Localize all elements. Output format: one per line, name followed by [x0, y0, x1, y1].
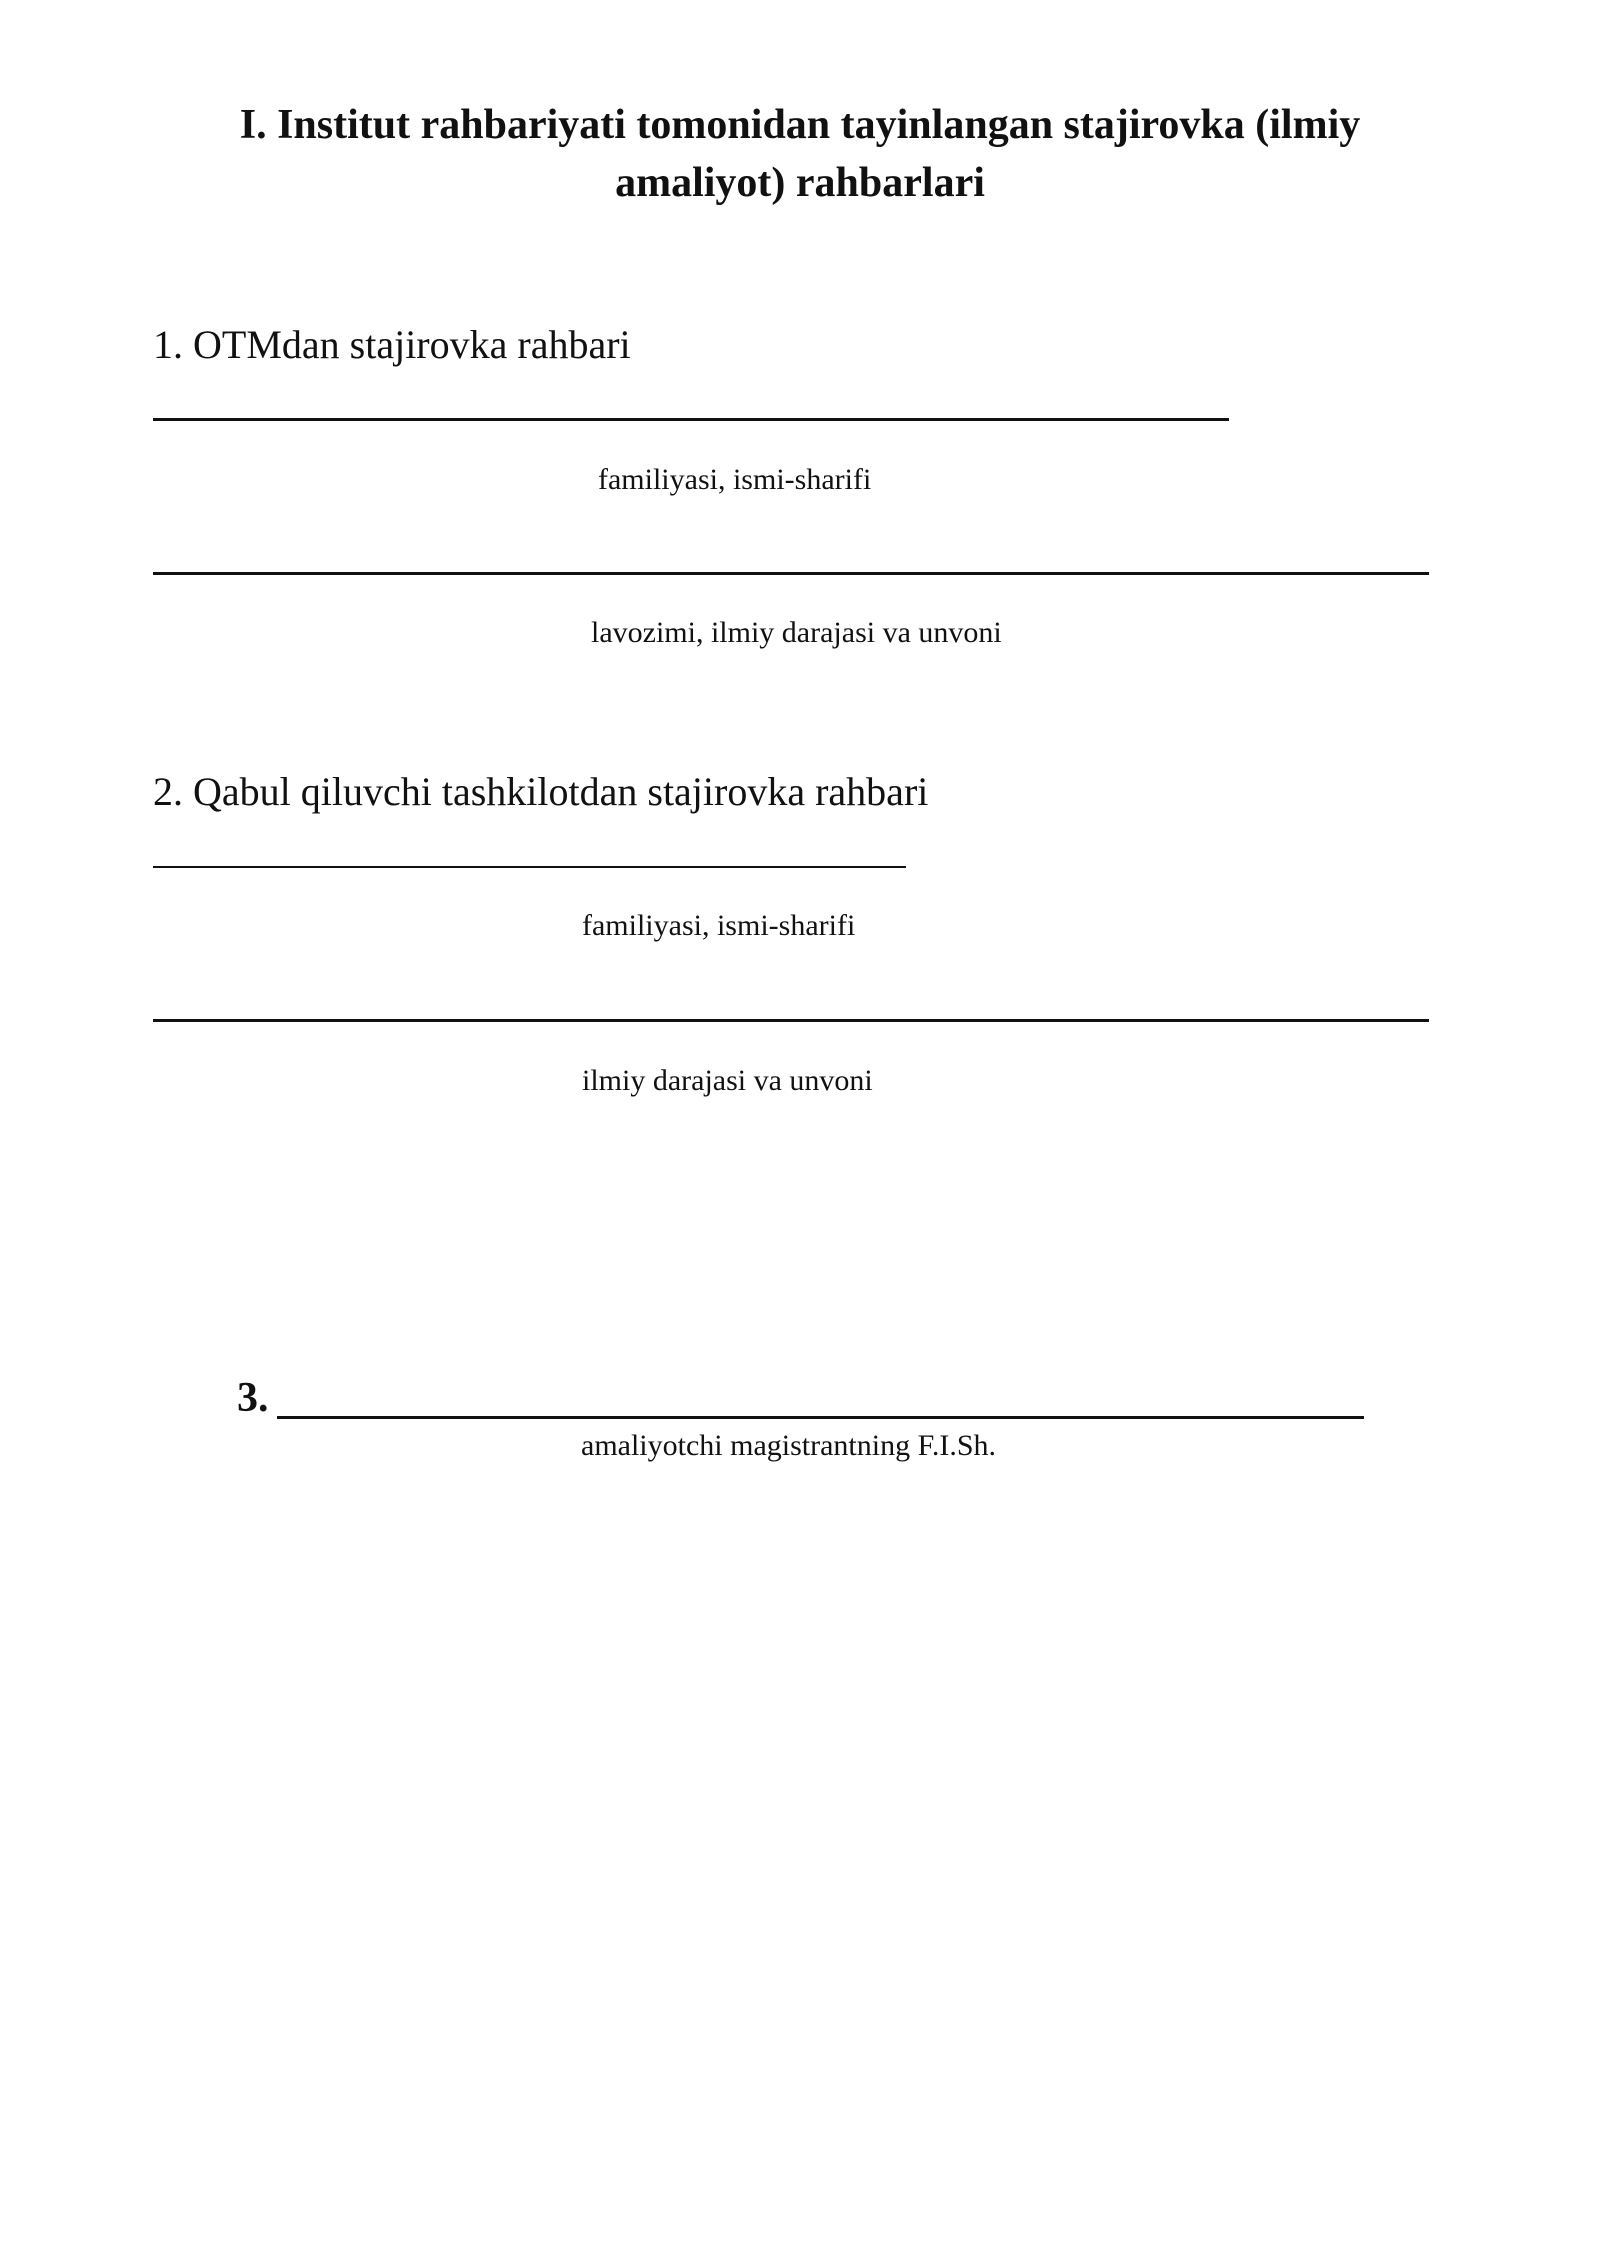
section-3-caption: amaliyotchi magistrantning F.I.Sh. — [581, 1429, 997, 1462]
page-title — [200, 96, 1400, 212]
section-2-degree-caption: ilmiy darajasi va unvoni — [582, 1064, 873, 1097]
section-1-name-line[interactable] — [153, 418, 1229, 421]
section-2-name-caption: familiyasi, ismi-sharifi — [582, 909, 856, 942]
section-1-name-caption: familiyasi, ismi-sharifi — [598, 463, 872, 496]
section-1-position-line[interactable] — [153, 572, 1429, 575]
section-2-name-line[interactable] — [153, 866, 906, 868]
section-1-heading: 1. OTMdan stajirovka rahbari — [153, 322, 631, 367]
page-title-line-1: I. Institut rahbariyati tomonidan tayinlangan stajirovka (ilmiy — [239, 102, 1361, 148]
section-3-number: 3. — [237, 1375, 269, 1421]
section-1-position-caption: lavozimi, ilmiy darajasi va unvoni — [591, 616, 1002, 649]
section-3-name-line[interactable] — [277, 1416, 1364, 1419]
page-title-line-2: amaliyot) rahbarlari — [615, 160, 985, 206]
section-2-heading: 2. Qabul qiluvchi tashkilotdan stajirovka rahbari — [153, 769, 929, 814]
section-2-degree-line[interactable] — [153, 1019, 1429, 1022]
